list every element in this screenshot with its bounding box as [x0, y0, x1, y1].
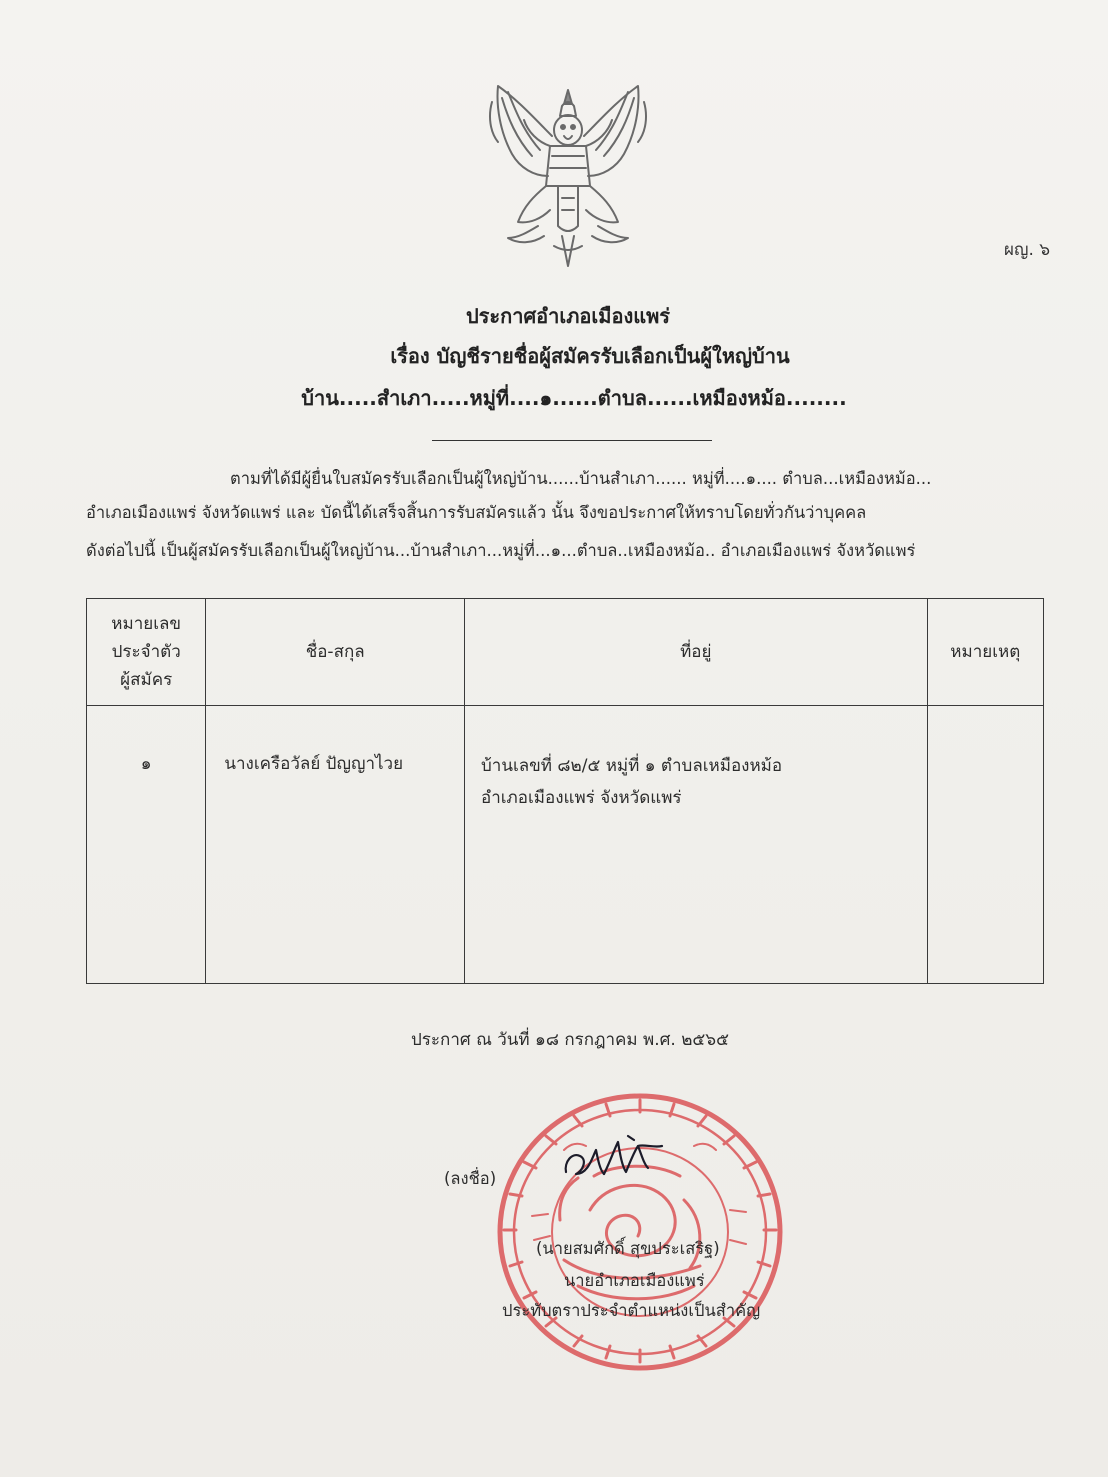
- table-header-row: [87, 599, 1044, 706]
- table-row: [87, 706, 1044, 984]
- seal-note: ประทับตราประจำตำแหน่งเป็นสำคัญ: [502, 1301, 761, 1320]
- body-line: อำเภอเมืองแพร่ จังหวัดแพร่ และ บัดนี้ได้เสร็จสิ้นการรับสมัครแล้ว นั้น จึงขอประกาศให้ทราบโดยทั่วกันว่าบุคคล: [86, 503, 867, 522]
- handwritten-signature: [558, 1128, 698, 1188]
- header-number-line: หมายเลข: [111, 613, 182, 634]
- header-candidate-number: [87, 599, 206, 706]
- announcement-date: ประกาศ ณ วันที่ ๑๘ กรกฎาคม พ.ศ. ๒๕๖๕: [411, 1030, 729, 1050]
- garuda-emblem-icon: [478, 76, 658, 272]
- body-line: ตามที่ได้มีผู้ยื่นใบสมัครรับเลือกเป็นผู้ใหญ่บ้าน......บ้านสำเภา...... หมู่ที่....๑.... ตำบล...เหมืองหม้อ...: [230, 469, 932, 488]
- header-address: ที่อยู่: [464, 599, 927, 706]
- header-name: ชื่อ-สกุล: [206, 599, 465, 706]
- document-subject: เรื่อง บัญชีรายชื่อผู้สมัครรับเลือกเป็นผู้ใหญ่บ้าน: [390, 344, 790, 368]
- signer-name: (นายสมศักดิ์ สุขประเสริฐ): [536, 1239, 720, 1258]
- address-line: บ้านเลขที่ ๘๒/๕ หมู่ที่ ๑ ตำบลเหมืองหม้อ: [480, 756, 783, 776]
- header-number-line: ผู้สมัคร: [120, 670, 173, 691]
- title-divider: [432, 440, 712, 441]
- document-title: ประกาศอำเภอเมืองแพร่: [465, 304, 671, 328]
- signer-position: นายอำเภอเมืองแพร่: [564, 1271, 705, 1290]
- sign-label: (ลงชื่อ): [444, 1169, 497, 1188]
- address-line: อำเภอเมืองแพร่ จังหวัดแพร่: [480, 788, 682, 809]
- header-note: หมายเหตุ: [927, 599, 1043, 706]
- candidate-note: [927, 706, 1043, 984]
- body-line: ดังต่อไปนี้ เป็นผู้สมัครรับเลือกเป็นผู้ใหญ่บ้าน...บ้านสำเภา...หมู่ที่...๑...ตำบล..เหมืองหม้อ.. อำเภอเมืองแพร่ จังหวัดแพร่: [86, 541, 916, 560]
- form-code: ผญ. ๖: [1004, 240, 1051, 260]
- header-number-line: ประจำตัว: [111, 641, 181, 662]
- candidates-table: [86, 598, 1044, 984]
- village-line: บ้าน.....สำเภา.....หมู่ที่....๑......ตำบล......เหมืองหม้อ........: [301, 386, 847, 410]
- candidate-number: ๑: [87, 706, 206, 984]
- candidate-address: [464, 706, 927, 984]
- candidate-name: นางเครือวัลย์ ปัญญาไวย: [206, 706, 465, 984]
